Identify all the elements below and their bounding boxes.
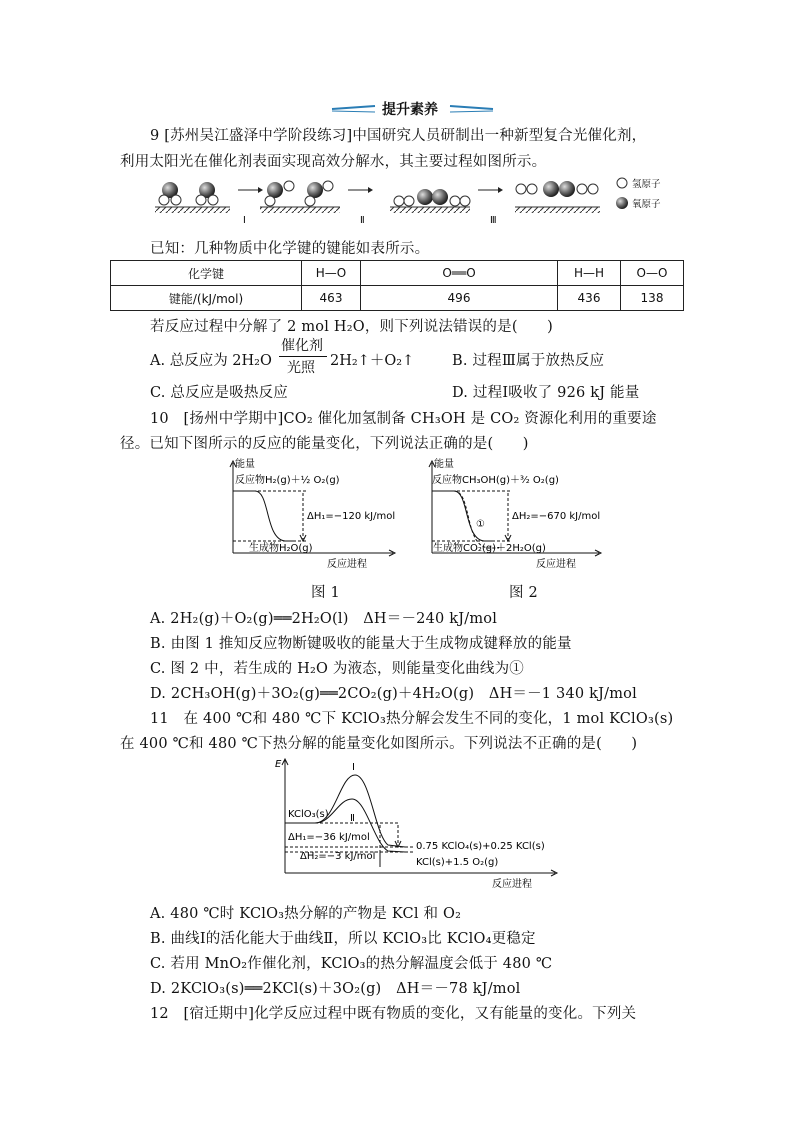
kclo3-end1: 0.75 KClO₄(s)+0.25 KCl(s)	[416, 841, 545, 852]
q9-option-a	[150, 335, 450, 375]
step-2-label: Ⅱ	[360, 215, 365, 226]
q9-line1: 9 [苏州吴江盛泽中学阶段练习]中国研究人员研制出一种新型复合光催化剂，	[150, 128, 647, 144]
energy-diagram-fig2	[424, 455, 619, 575]
q9-option-b: B. 过程Ⅲ属于放热反应	[452, 353, 605, 369]
fig1-xlabel: 反应进程	[327, 559, 367, 570]
q9-option-a-pre: A. 总反应为 2H₂O	[150, 353, 272, 369]
q10-line1: 10 [扬州中学期中]CO₂ 催化加氢制备 CH₃OH 是 CO₂ 资源化利用的重要途	[150, 411, 657, 427]
fig1-product: 生成物H₂O(g)	[249, 543, 313, 554]
section-header	[330, 98, 495, 118]
q9-option-d: D. 过程Ⅰ吸收了 926 kJ 能量	[452, 385, 640, 401]
kclo3-dh1: ΔH₁=−36 kJ/mol	[288, 832, 370, 843]
q11-line2: 在 400 ℃和 480 ℃下热分解的能量变化如图所示。下列说法不正确的是( )	[120, 736, 638, 752]
stage-3	[515, 181, 600, 213]
table-cell: H—O	[302, 261, 361, 286]
fig2-xlabel: 反应进程	[536, 559, 576, 570]
legend-h: 氢原子	[632, 179, 661, 190]
q10-option-c: C. 图 2 中，若生成的 H₂O 为液态，则能量变化曲线为①	[150, 661, 525, 677]
stage-1	[260, 181, 340, 213]
table-header-row	[111, 261, 684, 286]
q9-stem: 若反应过程中分解了 2 mol H₂O，则下列说法错误的是( )	[150, 319, 553, 335]
q9-line2: 利用太阳光在催化剂表面实现高效分解水，其主要过程如图所示。	[120, 154, 547, 170]
q10-option-d: D. 2CH₃OH(g)＋3O₂(g)══2CO₂(g)＋4H₂O(g) ΔH＝－1 340 kJ/mol	[150, 686, 637, 702]
q10-option-b: B. 由图 1 推知反应物断键吸收的能量大于生成物成键释放的能量	[150, 636, 572, 652]
fig2-dh: ΔH₂=−670 kJ/mol	[512, 511, 601, 522]
table-cell: 436	[558, 286, 621, 311]
table-cell: 138	[621, 286, 684, 311]
legend-o: 氧原子	[632, 199, 661, 210]
fig1-ylabel: 能量	[235, 459, 255, 470]
fig1-reactant: 反应物H₂(g)＋½ O₂(g)	[235, 475, 340, 486]
kclo3-start: KClO₃(s)	[288, 809, 329, 820]
fig2-reactant: 反应物CH₃OH(g)＋³⁄₂ O₂(g)	[432, 475, 559, 486]
q10-line2: 径。已知下图所示的反应的能量变化，下列说法正确的是( )	[120, 436, 529, 452]
fig1-caption: 图 1	[311, 585, 340, 601]
q11-option-a: A. 480 ℃时 KClO₃热分解的产物是 KCl 和 O₂	[150, 906, 462, 922]
fig2-ylabel: 能量	[434, 459, 454, 470]
table-cell: 496	[361, 286, 558, 311]
step-3-label: Ⅲ	[490, 215, 497, 226]
energy-diagram-fig1	[225, 455, 410, 575]
q9-option-a-post: 2H₂↑＋O₂↑	[330, 353, 415, 369]
section-title: 提升素养	[382, 102, 438, 118]
kclo3-xlabel: 反应进程	[492, 879, 532, 890]
fig1-dh: ΔH₁=−120 kJ/mol	[307, 511, 396, 522]
kclo3-end2: KCl(s)+1.5 O₂(g)	[416, 857, 499, 868]
kclo3-ylabel: E	[275, 759, 282, 770]
kclo3-energy-diagram	[270, 755, 570, 895]
kclo3-dh2: ΔH₂=−3 kJ/mol	[300, 851, 376, 862]
table-cell: O══O	[361, 261, 558, 286]
oxygen-legend-icon	[616, 197, 628, 209]
q10-option-a: A. 2H₂(g)＋O₂(g)══2H₂O(l) ΔH＝－240 kJ/mol	[150, 611, 498, 627]
fig2-caption: 图 2	[509, 585, 538, 601]
q9-option-c: C. 总反应是吸热反应	[150, 385, 288, 401]
step-1-label: Ⅰ	[243, 215, 246, 226]
curve-1-label: Ⅰ	[352, 762, 355, 773]
stage-2	[390, 189, 470, 213]
q11-line1: 11 在 400 ℃和 480 ℃下 KClO₃热分解会发生不同的变化，1 mol KClO₃(s)	[150, 711, 674, 727]
table-cell: 键能/(kJ/mol)	[111, 286, 302, 311]
bond-energy-table	[110, 260, 684, 311]
q11-option-c: C. 若用 MnO₂作催化剂，KClO₃的热分解温度会低于 480 ℃	[150, 956, 553, 972]
table-cell: 化学键	[111, 261, 302, 286]
water-splitting-diagram	[150, 175, 690, 230]
q9-known: 已知：几种物质中化学键的键能如表所示。	[150, 241, 430, 257]
q12-line1: 12 [宿迁期中]化学反应过程中既有物质的变化，又有能量的变化。下列关	[150, 1006, 637, 1022]
table-cell: 463	[302, 286, 361, 311]
fig2-product: 生成物CO₂(g)＋2H₂O(g)	[433, 543, 546, 554]
stage-0	[155, 182, 230, 213]
table-row	[111, 286, 684, 311]
q11-option-b: B. 曲线Ⅰ的活化能大于曲线Ⅱ，所以 KClO₃比 KClO₄更稳定	[150, 931, 536, 947]
table-cell: O—O	[621, 261, 684, 286]
q11-option-d: D. 2KClO₃(s)══2KCl(s)＋3O₂(g) ΔH＝－78 kJ/mol	[150, 981, 521, 997]
fig2-curve-marker: ①	[476, 519, 485, 530]
curve-2-label: Ⅱ	[350, 813, 355, 824]
light-label: 光照	[287, 360, 315, 376]
hydrogen-legend-icon	[617, 178, 627, 188]
catalyst-label: 催化剂	[281, 338, 323, 354]
table-cell: H—H	[558, 261, 621, 286]
